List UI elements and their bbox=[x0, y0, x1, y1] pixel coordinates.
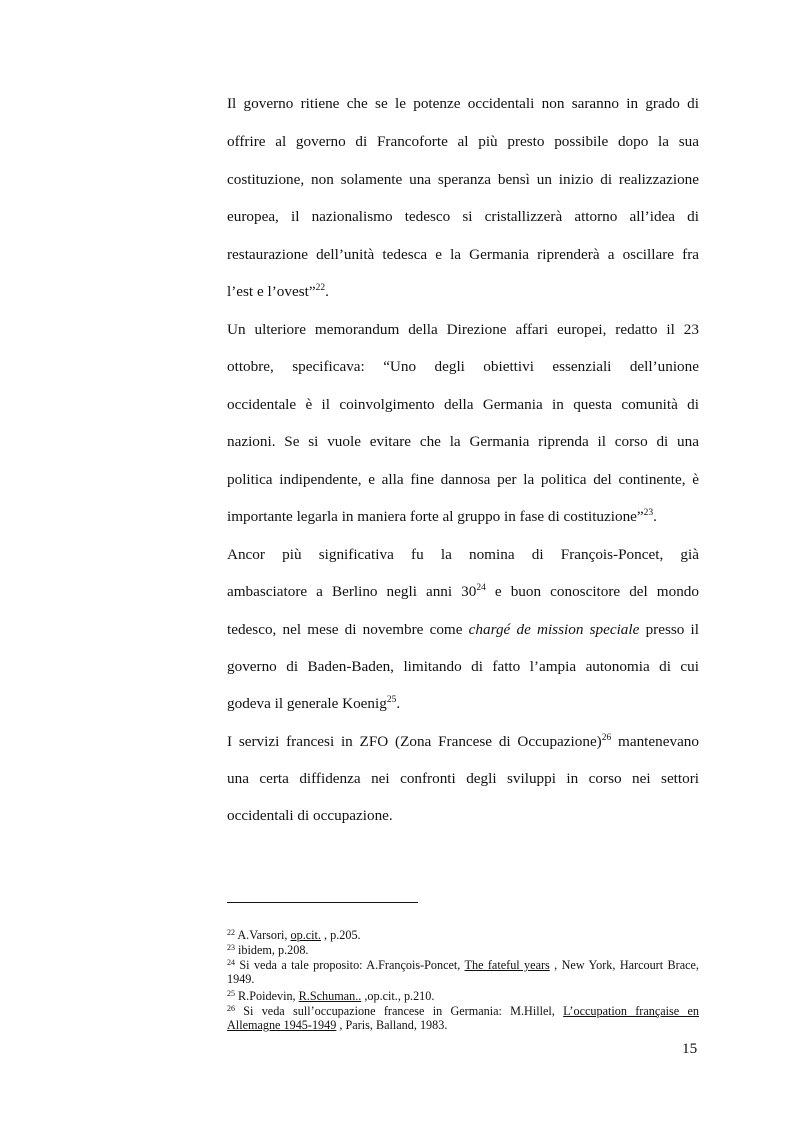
body-line: occidentali di occupazione. bbox=[227, 807, 393, 824]
body-line bbox=[227, 621, 699, 639]
footnote-link[interactable]: L’occupation française en Allemagne 1945-1949 bbox=[227, 1004, 699, 1033]
footnote-ref: 26 bbox=[601, 733, 612, 743]
body-line bbox=[227, 283, 699, 301]
footnote-link[interactable]: R.Schuman.. bbox=[298, 989, 362, 1003]
footnote-number: 25 bbox=[227, 989, 235, 998]
body-line bbox=[227, 583, 699, 601]
body-line: costituzione, non solamente una speranza bensì un inizio di realizzazione bbox=[227, 171, 699, 188]
footnote-link[interactable]: op.cit. bbox=[290, 928, 321, 942]
body-text: importante legarla in maniera forte al gruppo in fase di costituzione” bbox=[227, 508, 644, 525]
footnote-26 bbox=[227, 1004, 699, 1033]
body-line: politica indipendente, e alla fine dannosa per la politica del continente, è bbox=[227, 471, 699, 488]
footnote-text: , p.205. bbox=[320, 928, 361, 942]
footnote-text: R.Poidevin, bbox=[235, 989, 299, 1003]
footnote-number: 23 bbox=[227, 943, 235, 952]
footnote-link[interactable]: The fateful years bbox=[464, 958, 550, 972]
page-number: 15 bbox=[682, 1040, 698, 1057]
body-line: occidentale è il coinvolgimento della Germania in questa comunità di bbox=[227, 396, 699, 413]
body-text: tedesco, nel mese di novembre come bbox=[227, 621, 469, 638]
body-line: europea, il nazionalismo tedesco si cristallizzerà attorno all’idea di bbox=[227, 208, 699, 225]
body-line: ottobre, specificava: “Uno degli obiettivi essenziali dell’unione bbox=[227, 358, 699, 375]
body-line: Il governo ritiene che se le potenze occidentali non saranno in grado di bbox=[227, 95, 699, 112]
body-text: mantenevano bbox=[611, 733, 699, 750]
footnote-24 bbox=[227, 958, 699, 987]
footnote-text: , New York, Harcourt Brace, 1949. bbox=[227, 958, 699, 987]
footnote-ref: 23 bbox=[643, 508, 654, 518]
footnote-text: Si veda sull’occupazione francese in Germania: M.Hillel, bbox=[235, 1004, 564, 1018]
footnote-ref: 25 bbox=[386, 695, 397, 705]
body-line: restaurazione dell’unità tedesca e la Germania riprenderà a oscillare fra bbox=[227, 246, 699, 263]
footnote-ref: 22 bbox=[315, 283, 326, 293]
body-text: I servizi francesi in ZFO (Zona Francese di Occupazione) bbox=[227, 733, 602, 750]
footnote-text: ,op.cit., p.210. bbox=[361, 989, 435, 1003]
punctuation: . bbox=[396, 695, 401, 712]
footnote-text: , Paris, Balland, 1983. bbox=[336, 1018, 448, 1033]
footnote-text: ibidem, p.208. bbox=[235, 943, 309, 957]
body-text: e buon conoscitore del mondo bbox=[485, 583, 699, 600]
body-line: offrire al governo di Francoforte al più presto possibile dopo la sua bbox=[227, 133, 699, 150]
body-line: Ancor più significativa fu la nomina di François-Poncet, già bbox=[227, 546, 699, 563]
footnote-number: 24 bbox=[227, 958, 235, 967]
body-line bbox=[227, 733, 699, 751]
footnote-text: A.Varsori, bbox=[235, 928, 291, 942]
footnote-ref: 24 bbox=[476, 583, 486, 593]
body-line: una certa diffidenza nei confronti degli sviluppi in corso nei settori bbox=[227, 770, 699, 787]
body-text: ambasciatore a Berlino negli anni 30 bbox=[227, 583, 477, 600]
body-line: governo di Baden-Baden, limitando di fatto l’ampia autonomia di cui bbox=[227, 658, 699, 675]
body-text: godeva il generale Koenig bbox=[227, 695, 387, 712]
footnote-text: Si veda a tale proposito: A.François-Poncet, bbox=[235, 958, 465, 972]
footnote-22 bbox=[227, 928, 699, 942]
footnote-23 bbox=[227, 943, 699, 957]
footnote-number: 26 bbox=[227, 1004, 235, 1013]
italic-phrase: chargé de mission speciale bbox=[468, 621, 640, 638]
footnote-separator bbox=[227, 902, 418, 903]
body-line bbox=[227, 695, 699, 713]
body-text: l’est e l’ovest” bbox=[227, 283, 316, 300]
body-text: presso il bbox=[639, 621, 700, 638]
body-line: Un ulteriore memorandum della Direzione affari europei, redatto il 23 bbox=[227, 321, 699, 338]
footnote-25 bbox=[227, 989, 699, 1003]
body-line: nazioni. Se si vuole evitare che la Germania riprenda il corso di una bbox=[227, 433, 699, 450]
punctuation: . bbox=[325, 283, 329, 300]
punctuation: . bbox=[653, 508, 657, 525]
body-line bbox=[227, 508, 699, 526]
footnote-number: 22 bbox=[227, 928, 235, 937]
